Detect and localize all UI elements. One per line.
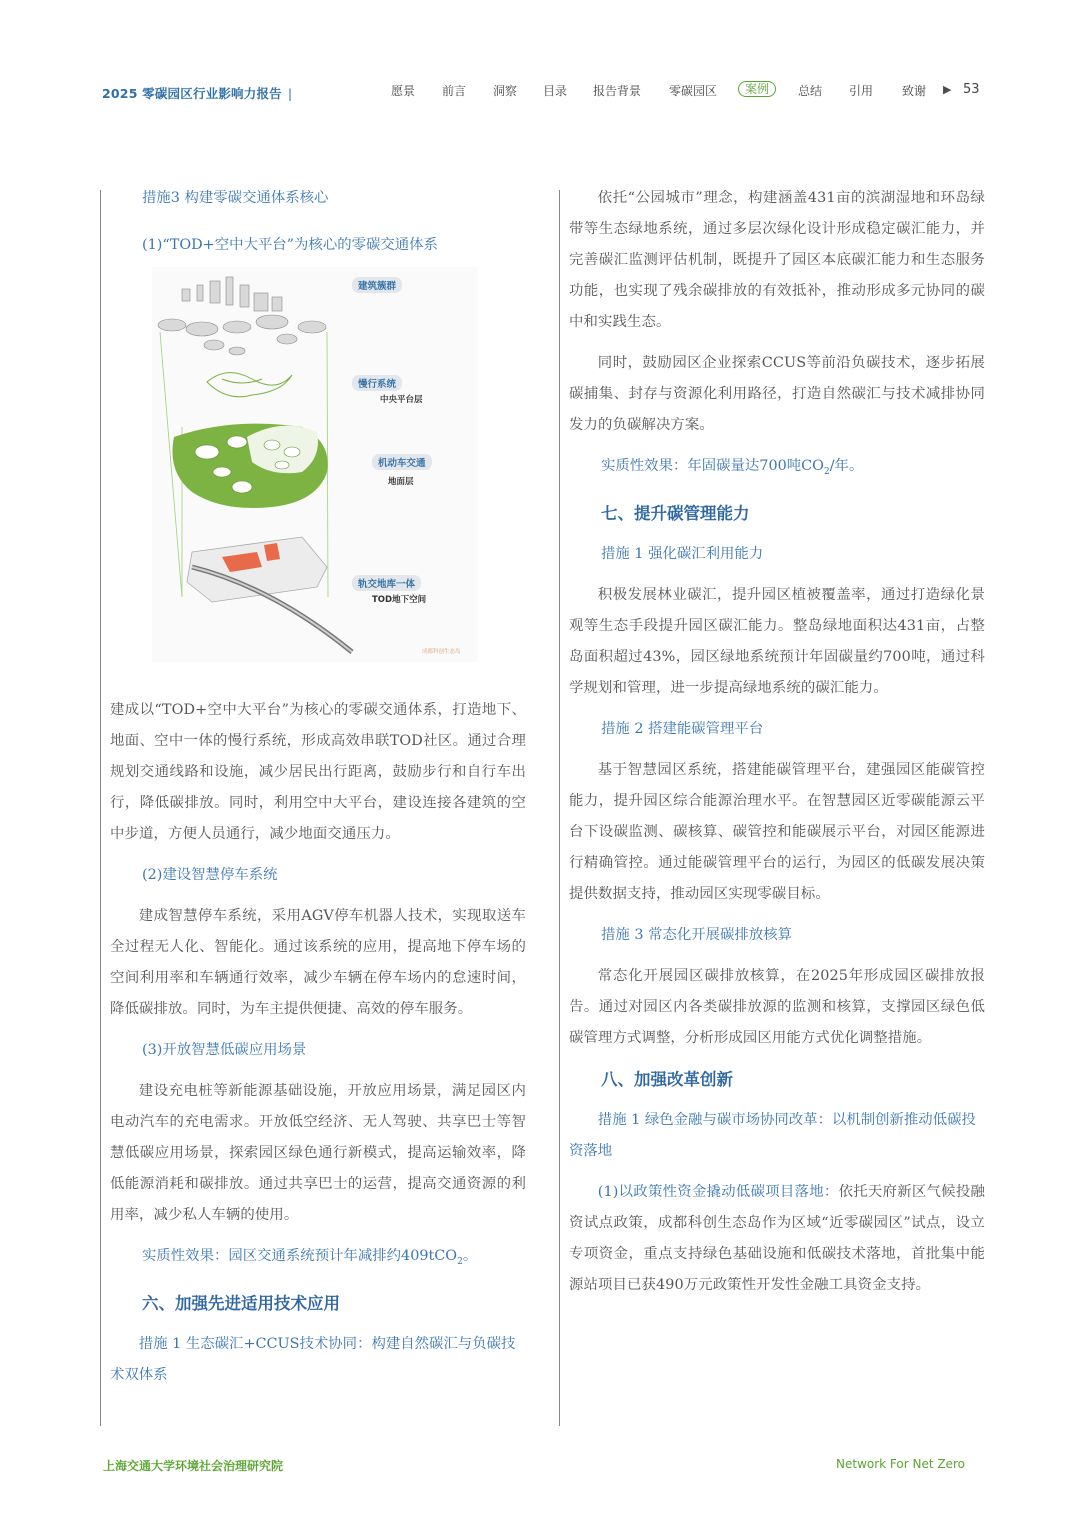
report-title [102, 84, 292, 102]
play-arrow-icon: ▶ [943, 83, 952, 96]
sub3-title: (3)开放智慧低碳应用场景 [142, 1042, 307, 1058]
paragraph-finance [569, 1177, 985, 1301]
title-divider: | [287, 86, 293, 101]
effect-carbon-sink-sub: 2 [823, 466, 830, 477]
nav-item-zero-carbon-park[interactable]: 零碳园区 [669, 84, 718, 98]
label-rail-depot: 轨交地库一体 [352, 575, 421, 591]
nav-item-background[interactable]: 报告背景 [593, 84, 642, 98]
sublabel-ground-level: 地面层 [388, 477, 414, 487]
label-building-cluster: 建筑簇群 [352, 277, 402, 293]
sub2-title: (2)建设智慧停车系统 [142, 867, 278, 883]
left-column-body [110, 695, 526, 1391]
effect-traffic-sub: 2 [457, 1256, 463, 1267]
section-8-title: 八、加强改革创新 [601, 1069, 733, 1089]
tod-layer-diagram [152, 267, 478, 662]
figure-source: 成都科创生态岛 [422, 649, 461, 655]
paragraph-parking: 建成智慧停车系统，采用AGV停车机器人技术，实现取送车全过程无人化、智能化。通过该系统的应用，提高地下停车场的空间利用率和车辆通行效率，减少车辆在停车场内的怠速时间，降低碳排放。同时，为车主提供便捷、高效的停车服务。 [110, 908, 526, 1017]
footer-brand: Network For Net Zero [836, 1457, 965, 1471]
report-title-text: 2025 零碳园区行业影响力报告 [102, 86, 282, 101]
section-7-measure-2: 措施 2 搭建能碳管理平台 [601, 720, 764, 737]
effect-carbon-sink-text: 实质性效果：年固碳量达700吨CO [601, 458, 824, 474]
nav-item-thanks[interactable]: 致谢 [902, 84, 927, 98]
nav-item-cases[interactable]: 案例 [738, 81, 776, 97]
left-column-top [110, 183, 526, 261]
effect-traffic [110, 1241, 526, 1278]
paragraph-carbon-sink: 积极发展林业碳汇，提升园区植被覆盖率，通过打造绿化景观等生态手段提升园区碳汇能力。整岛绿地面积达431亩，占整岛面积超过43%，园区绿地系统预计年固碳量约700吨，通过科学规划和管理，进一步提高绿地系统的碳汇能力。 [569, 586, 985, 696]
right-column-rule [559, 190, 560, 1426]
paragraph-scenarios: 建设充电桩等新能源基础设施，开放应用场景，满足园区内电动汽车的充电需求。开放低空经济、无人驾驶、共享巴士等智慧低碳应用场景，探索园区绿色通行新模式，提高运输效率，降低能源消耗和碳排放。通过共享巴士的运营，提高交通资源的利用率，减少私人车辆的使用。 [110, 1083, 526, 1223]
nav-item-contents[interactable]: 目录 [543, 84, 568, 98]
nav-item-references[interactable]: 引用 [849, 84, 874, 98]
section-7-title: 七、提升碳管理能力 [601, 503, 750, 523]
nav-item-summary[interactable]: 总结 [798, 84, 823, 98]
nav-item-insight[interactable]: 洞察 [493, 84, 518, 98]
paragraph-accounting: 常态化开展园区碳排放核算，在2025年形成园区碳排放报告。通过对园区内各类碳排放源的监测和核算，支撑园区绿色低碳管理方式调整，分析形成园区用能方式优化调整措施。 [569, 967, 985, 1046]
paragraph-finance-lead: (1)以政策性资金撬动低碳项目落地： [597, 1183, 839, 1200]
effect-traffic-text: 实质性效果：园区交通系统预计年减排约409tCO [142, 1248, 458, 1264]
effect-traffic-suffix: 。 [462, 1248, 478, 1264]
paragraph-finance-body: 依托天府新区气候投融资试点政策，成都科创生态岛作为区域“近零碳园区”试点，设立专项资金，重点支持绿色基础设施和低碳技术落地，首批集中能源站项目已获490万元政策性开发性金融工具资金支持。 [569, 1183, 985, 1293]
right-column [569, 183, 985, 1301]
label-motor-traffic: 机动车交通 [372, 454, 432, 470]
paragraph-ccus: 同时，鼓励园区企业探索CCUS等前沿负碳技术，逐步拓展碳捕集、封存与资源化利用路径，打造自然碳汇与技术减排协同发力的负碳解决方案。 [569, 355, 985, 433]
page-number: 53 [963, 82, 980, 97]
paragraph-tod: 建成以“TOD+空中大平台”为核心的零碳交通体系，打造地下、地面、空中一体的慢行系统，形成高效串联TOD社区。通过合理规划交通线路和设施，减少居民出行距离，鼓励步行和自行车出行，降低碳排放。同时，利用空中大平台，建设连接各建筑的空中步道，方便人员通行，减少地面交通压力。 [110, 702, 526, 842]
sub1-title: (1)“TOD+空中大平台”为核心的零碳交通体系 [142, 237, 438, 253]
paragraph-park-city: 依托“公园城市”理念，构建涵盖431亩的滨湖湿地和环岛绿带等生态绿地系统，通过多层次绿化设计形成稳定碳汇能力，并完善碳汇监测评估机制，既提升了园区本底碳汇能力和生态服务功能，也实现了残余碳排放的有效抵补，推动形成多元协同的碳中和实践生态。 [569, 190, 985, 330]
section-7-measure-3: 措施 3 常态化开展碳排放核算 [601, 926, 792, 943]
label-slow-system: 慢行系统 [352, 375, 402, 391]
sublabel-central-platform: 中央平台层 [380, 395, 423, 405]
section-6-title: 六、加强先进适用技术应用 [142, 1293, 340, 1313]
left-column-rule [100, 190, 101, 1426]
section-6-measure-1: 措施 1 生态碳汇+CCUS技术协同：构建自然碳汇与负碳技术双体系 [110, 1335, 516, 1383]
paragraph-platform: 基于智慧园区系统，搭建能碳管理平台，建强园区能碳管控能力，提升园区综合能源治理水平。在智慧园区近零碳能源云平台下设碳监测、碳核算、碳管控和能碳展示平台，对园区能源进行精确管控。通过能碳管理平台的运行，为园区的低碳发展决策提供数据支持，推动园区实现零碳目标。 [569, 761, 985, 902]
effect-carbon-sink-suffix: /年。 [829, 458, 864, 474]
effect-carbon-sink [569, 451, 985, 488]
sublabel-tod-underground: TOD地下空间 [372, 595, 427, 605]
nav-item-vision[interactable]: 愿景 [391, 84, 416, 98]
measure-3-title: 措施3 构建零碳交通体系核心 [142, 190, 329, 206]
section-8-measure-1: 措施 1 绿色金融与碳市场协同改革：以机制创新推动低碳投资落地 [569, 1111, 976, 1159]
nav-item-preface[interactable]: 前言 [442, 84, 467, 98]
section-7-measure-1: 措施 1 强化碳汇利用能力 [601, 545, 764, 562]
footer-institution: 上海交通大学环境社会治理研究院 [103, 1459, 284, 1473]
